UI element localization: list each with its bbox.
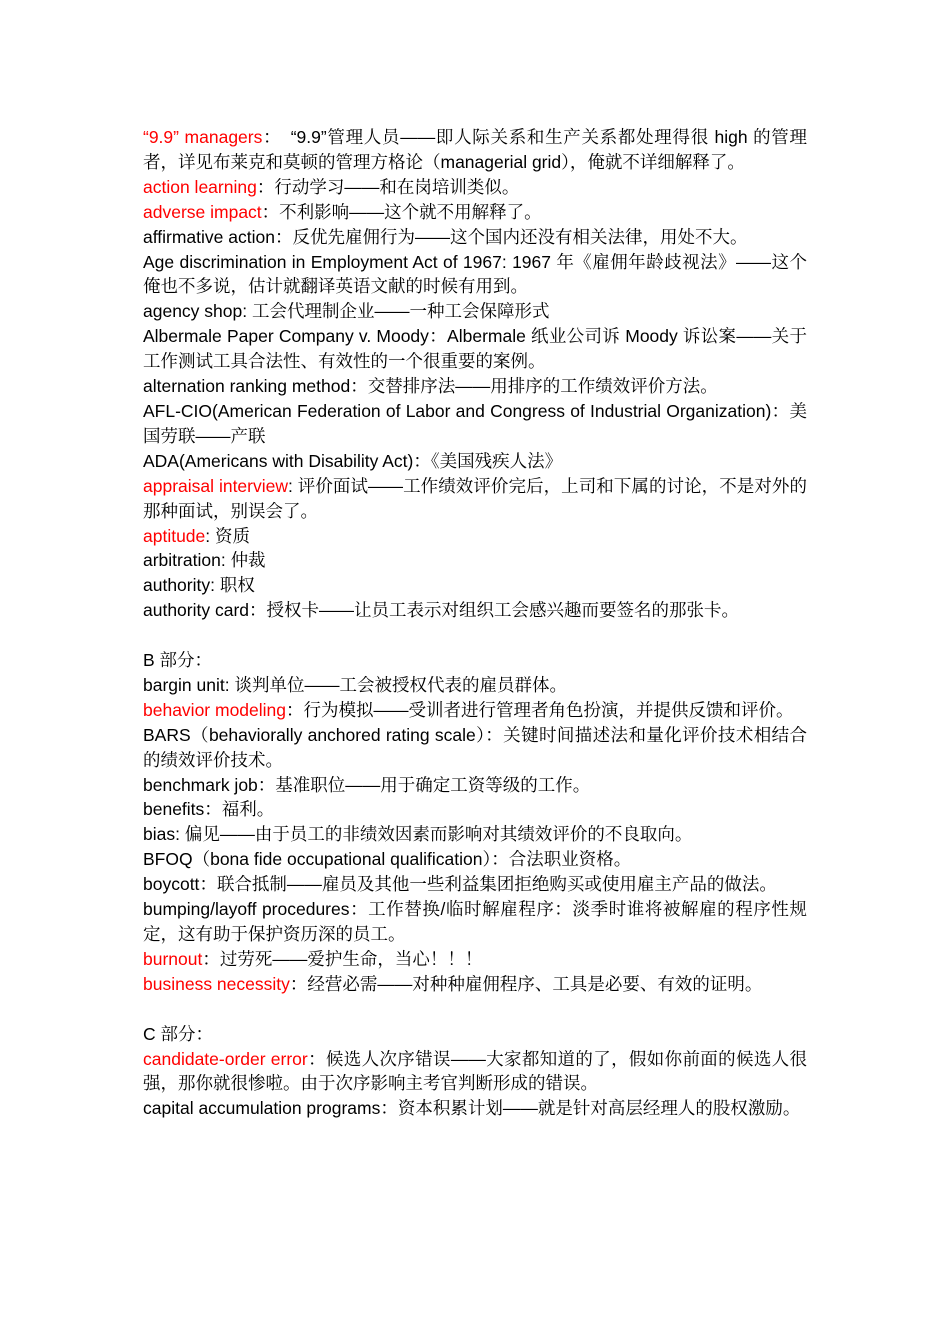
glossary-term: bias [143, 824, 176, 845]
glossary-term: aptitude [143, 525, 206, 546]
term-separator: : [220, 550, 231, 571]
glossary-term: BFOQ（bona fide occupational qualification） [143, 849, 492, 870]
glossary-definition: 1967 年《雇佣年龄歧视法》——这个俺也不多说，估计就翻译英语文献的时候有用到。 [143, 251, 807, 297]
term-separator: ： [256, 176, 275, 197]
glossary-entry [143, 324, 807, 374]
glossary-term: candidate-order error [143, 1048, 308, 1069]
glossary-term: behavior modeling [143, 699, 287, 720]
term-separator: ： [202, 948, 220, 969]
glossary-entry [143, 872, 807, 897]
section-spacer [143, 623, 807, 648]
glossary-definition: 联合抵制——雇员及其他一些利益集团拒绝购买或使用雇主产品的做法。 [216, 874, 777, 895]
glossary-term: affirmative action [143, 226, 275, 247]
term-separator: ： [286, 699, 304, 720]
glossary-entry [143, 598, 807, 623]
glossary-term: adverse impact [143, 201, 262, 222]
glossary-entry [143, 897, 807, 947]
glossary-term: boycott [143, 874, 200, 895]
term-separator: ： [262, 127, 273, 147]
term-separator: ： [491, 849, 509, 870]
glossary-entry [143, 822, 807, 847]
glossary-definition: 候选人次序错误——大家都知道的了，假如你前面的候选人很强，那你就很惨啦。由于次序影响主考官判断形成的错误。 [143, 1048, 807, 1094]
glossary-term: business necessity [143, 973, 290, 994]
term-separator: : [224, 674, 235, 695]
glossary-definition: 合法职业资格。 [508, 849, 632, 870]
term-separator: : [288, 475, 298, 496]
glossary-definition: 授权卡——让员工表示对组织工会感兴趣而要签名的那张卡。 [266, 600, 740, 621]
glossary-definition: 工作替换/临时解雇程序：淡季时谁将被解雇的程序性规定，这有助于保护资历深的员工。 [143, 899, 807, 944]
glossary-definition: 职权 [219, 575, 255, 596]
glossary-term: benchmark job [143, 774, 258, 795]
glossary-entry [143, 573, 807, 598]
glossary-term: appraisal interview [143, 475, 288, 496]
glossary-entry [143, 698, 807, 723]
glossary-term: ADA(Americans with Disability Act) [143, 450, 414, 471]
glossary-term: authority [143, 575, 211, 596]
glossary-entry [143, 548, 807, 573]
term-separator: : [210, 575, 220, 596]
glossary-entry [143, 673, 807, 698]
glossary-definition: 资质 [215, 525, 251, 546]
glossary-entry [143, 225, 807, 250]
glossary-entry [143, 200, 807, 225]
glossary-entry [143, 299, 807, 324]
glossary-entry [143, 1047, 807, 1097]
glossary-definition: 美国劳联——产联 [143, 400, 808, 446]
term-separator: ： [307, 1048, 326, 1069]
glossary-definition: 经营必需——对种种雇佣程序、工具是必要、有效的证明。 [307, 973, 763, 994]
term-separator: ： [380, 1098, 398, 1119]
glossary-term: alternation ranking method [143, 376, 351, 397]
glossary-term: authority card [143, 600, 250, 621]
glossary-entry [143, 374, 807, 399]
glossary-term: BARS（behaviorally anchored rating scale） [143, 724, 486, 745]
glossary-term: benefits [143, 799, 205, 820]
glossary-definition: 过劳死——爱护生命，当心！！！ [219, 948, 483, 969]
glossary-document [143, 125, 807, 1121]
glossary-entry [143, 1096, 807, 1121]
glossary-entry [143, 524, 807, 549]
term-separator: : [242, 301, 252, 322]
glossary-definition: 资本积累计划——就是针对高层经理人的股权激励。 [397, 1098, 801, 1119]
glossary-definition: 工会代理制企业——一种工会保障形式 [251, 301, 550, 322]
term-separator: ： [349, 899, 369, 920]
term-separator: ： [350, 376, 368, 397]
section-spacer [143, 997, 807, 1022]
glossary-term: capital accumulation programs [143, 1098, 381, 1119]
term-separator: ： [261, 201, 280, 222]
glossary-definition: 福利。 [221, 799, 275, 820]
glossary-definition: 偏见——由于员工的非绩效因素而影响对其绩效评价的不良取向。 [184, 824, 693, 845]
glossary-term: Albermale Paper Company v. Moody [143, 326, 429, 347]
glossary-entry [143, 250, 807, 300]
glossary-entry [143, 947, 807, 972]
glossary-entry [143, 125, 807, 175]
glossary-entry [143, 773, 807, 798]
section-heading: B 部分： [143, 650, 213, 671]
glossary-definition: Albermale 纸业公司诉 Moody 诉讼案——关于工作测试工具合法性、有效性的一个很重要的案例。 [143, 326, 807, 372]
glossary-definition: 评价面试——工作绩效评价完后，上司和下属的讨论，不是对外的那种面试，别误会了。 [143, 475, 807, 521]
glossary-entry [143, 474, 807, 524]
glossary-term: agency shop [143, 301, 243, 322]
glossary-term: action learning [143, 176, 257, 197]
term-separator: : [205, 525, 216, 546]
glossary-definition: 《美国残疾人法》 [430, 450, 563, 471]
term-separator: ： [428, 326, 448, 347]
term-separator: ： [289, 973, 308, 994]
glossary-definition: 行动学习——和在岗培训类似。 [274, 176, 520, 197]
term-separator: ： [199, 874, 217, 895]
term-separator: ： [274, 226, 293, 247]
section-heading: C 部分： [143, 1023, 213, 1044]
term-separator: : [501, 251, 513, 272]
term-separator: ： [485, 724, 504, 745]
glossary-term: bumping/layoff procedures [143, 899, 350, 920]
glossary-definition: 不利影响——这个就不用解释了。 [279, 201, 542, 222]
term-separator: ： [249, 600, 267, 621]
glossary-definition: 仲裁 [230, 550, 266, 571]
glossary-entry [143, 797, 807, 822]
glossary-term: burnout [143, 948, 203, 969]
glossary-entry [143, 847, 807, 872]
glossary-definition: 谈判单位——工会被授权代表的雇员群体。 [234, 674, 567, 695]
term-separator: : [175, 824, 185, 845]
glossary-definition: 反优先雇佣行为——这个国内还没有相关法律，用处不大。 [292, 226, 748, 247]
glossary-definition: 交替排序法——用排序的工作绩效评价方法。 [367, 376, 718, 397]
glossary-term: “9.9” managers [143, 127, 263, 147]
glossary-term: Age discrimination in Employment Act of 1967 [143, 251, 502, 272]
term-separator: ： [771, 400, 790, 421]
term-separator: ： [413, 450, 431, 471]
glossary-entry [143, 972, 807, 997]
glossary-term: bargin unit [143, 674, 225, 695]
glossary-entry [143, 399, 807, 449]
glossary-term: AFL-CIO(American Federation of Labor and Congress of Industrial Organization) [143, 400, 772, 421]
glossary-entry [143, 175, 807, 200]
glossary-definition: 关键时间描述法和量化评价技术相结合的绩效评价技术。 [143, 724, 808, 770]
glossary-definition: 行为模拟——受训者进行管理者角色扮演，并提供反馈和评价。 [303, 699, 794, 720]
glossary-entry [143, 723, 807, 773]
glossary-term: arbitration [143, 550, 221, 571]
glossary-definition: 基准职位——用于确定工资等级的工作。 [275, 774, 591, 795]
term-separator: ： [204, 799, 222, 820]
glossary-definition: “9.9”管理人员——即人际关系和生产关系都处理得很 high 的管理者，详见布莱克和莫顿的管理方格论（managerial grid），俺就不详细解释了。 [143, 127, 808, 172]
term-separator: ： [257, 774, 276, 795]
glossary-entry [143, 449, 807, 474]
